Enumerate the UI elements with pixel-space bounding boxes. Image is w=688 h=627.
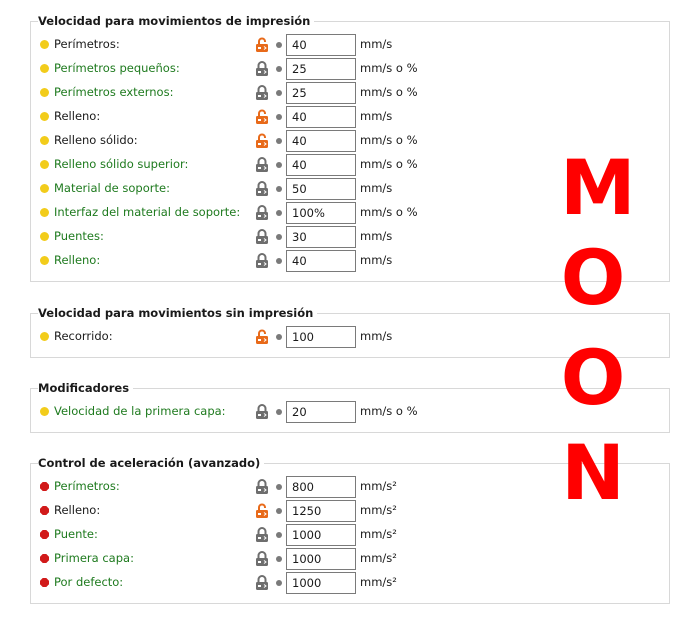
- setting-label: Por defecto:: [54, 575, 124, 589]
- reset-dot-icon[interactable]: [276, 334, 282, 340]
- unlock-icon[interactable]: [255, 503, 269, 519]
- setting-value-input[interactable]: [286, 401, 356, 423]
- mode-simple-dot-icon: [40, 184, 49, 193]
- watermark-letter: N: [561, 428, 625, 517]
- setting-unit: mm/s²: [360, 479, 397, 493]
- lock-icon[interactable]: [255, 85, 269, 101]
- section-title: Velocidad para movimientos de impresión: [38, 14, 314, 28]
- reset-dot-icon[interactable]: [276, 42, 282, 48]
- setting-unit: mm/s: [360, 329, 393, 343]
- reset-dot-icon[interactable]: [276, 508, 282, 514]
- setting-label: Material de soporte:: [54, 181, 170, 195]
- setting-label: Perímetros:: [54, 37, 120, 51]
- setting-value-input[interactable]: [286, 326, 356, 348]
- mode-simple-dot-icon: [40, 40, 49, 49]
- setting-value-input[interactable]: [286, 178, 356, 200]
- setting-row: [30, 82, 670, 104]
- setting-value-input[interactable]: [286, 58, 356, 80]
- lock-icon[interactable]: [255, 157, 269, 173]
- lock-icon[interactable]: [255, 404, 269, 420]
- setting-label: Interfaz del material de soporte:: [54, 205, 241, 219]
- mode-expert-hexagon-icon: [40, 506, 49, 515]
- reset-dot-icon[interactable]: [276, 532, 282, 538]
- setting-label: Relleno sólido superior:: [54, 157, 189, 171]
- setting-value-input[interactable]: [286, 250, 356, 272]
- unlock-icon[interactable]: [255, 329, 269, 345]
- setting-label: Puente:: [54, 527, 98, 541]
- setting-unit: mm/s: [360, 253, 393, 267]
- setting-label: Puentes:: [54, 229, 104, 243]
- lock-icon[interactable]: [255, 551, 269, 567]
- setting-value-input[interactable]: [286, 476, 356, 498]
- setting-value-input[interactable]: [286, 82, 356, 104]
- setting-label: Relleno:: [54, 109, 101, 123]
- setting-unit: mm/s o %: [360, 61, 418, 75]
- setting-label: Primera capa:: [54, 551, 134, 565]
- mode-simple-dot-icon: [40, 64, 49, 73]
- setting-value-input[interactable]: [286, 154, 356, 176]
- setting-unit: mm/s²: [360, 551, 397, 565]
- mode-simple-dot-icon: [40, 232, 49, 241]
- setting-unit: mm/s o %: [360, 133, 418, 147]
- lock-icon[interactable]: [255, 181, 269, 197]
- section-title: Velocidad para movimientos sin impresión: [38, 306, 317, 320]
- setting-label: Perímetros pequeños:: [54, 61, 180, 75]
- setting-label: Relleno:: [54, 253, 101, 267]
- reset-dot-icon[interactable]: [276, 210, 282, 216]
- setting-value-input[interactable]: [286, 202, 356, 224]
- mode-expert-hexagon-icon: [40, 578, 49, 587]
- setting-row: [30, 572, 670, 594]
- reset-dot-icon[interactable]: [276, 556, 282, 562]
- setting-value-input[interactable]: [286, 500, 356, 522]
- setting-value-input[interactable]: [286, 524, 356, 546]
- mode-expert-hexagon-icon: [40, 530, 49, 539]
- reset-dot-icon[interactable]: [276, 186, 282, 192]
- unlock-icon[interactable]: [255, 37, 269, 53]
- reset-dot-icon[interactable]: [276, 580, 282, 586]
- mode-expert-hexagon-icon: [40, 554, 49, 563]
- setting-label: Perímetros externos:: [54, 85, 174, 99]
- setting-unit: mm/s o %: [360, 404, 418, 418]
- lock-icon[interactable]: [255, 479, 269, 495]
- reset-dot-icon[interactable]: [276, 234, 282, 240]
- setting-label: Perímetros:: [54, 479, 120, 493]
- watermark-letter: M: [560, 143, 636, 232]
- watermark-letter: O: [560, 333, 626, 422]
- setting-label: Velocidad de la primera capa:: [54, 404, 226, 418]
- mode-simple-dot-icon: [40, 112, 49, 121]
- reset-dot-icon[interactable]: [276, 90, 282, 96]
- reset-dot-icon[interactable]: [276, 66, 282, 72]
- lock-icon[interactable]: [255, 575, 269, 591]
- setting-unit: mm/s: [360, 109, 393, 123]
- setting-value-input[interactable]: [286, 548, 356, 570]
- lock-icon[interactable]: [255, 253, 269, 269]
- setting-row: [30, 106, 670, 128]
- reset-dot-icon[interactable]: [276, 162, 282, 168]
- reset-dot-icon[interactable]: [276, 114, 282, 120]
- setting-unit: mm/s o %: [360, 205, 418, 219]
- setting-value-input[interactable]: [286, 130, 356, 152]
- reset-dot-icon[interactable]: [276, 409, 282, 415]
- setting-unit: mm/s o %: [360, 157, 418, 171]
- setting-label: Relleno:: [54, 503, 101, 517]
- mode-simple-dot-icon: [40, 256, 49, 265]
- setting-value-input[interactable]: [286, 572, 356, 594]
- setting-row: [30, 58, 670, 80]
- setting-value-input[interactable]: [286, 34, 356, 56]
- lock-icon[interactable]: [255, 229, 269, 245]
- setting-value-input[interactable]: [286, 106, 356, 128]
- unlock-icon[interactable]: [255, 133, 269, 149]
- lock-icon[interactable]: [255, 527, 269, 543]
- setting-label: Recorrido:: [54, 329, 113, 343]
- setting-unit: mm/s o %: [360, 85, 418, 99]
- mode-simple-dot-icon: [40, 208, 49, 217]
- mode-simple-dot-icon: [40, 88, 49, 97]
- setting-unit: mm/s: [360, 229, 393, 243]
- setting-unit: mm/s²: [360, 575, 397, 589]
- mode-simple-dot-icon: [40, 332, 49, 341]
- setting-unit: mm/s²: [360, 527, 397, 541]
- setting-unit: mm/s²: [360, 503, 397, 517]
- section-title: Control de aceleración (avanzado): [38, 456, 264, 470]
- lock-icon[interactable]: [255, 61, 269, 77]
- setting-label: Relleno sólido:: [54, 133, 138, 147]
- mode-expert-hexagon-icon: [40, 482, 49, 491]
- reset-dot-icon[interactable]: [276, 484, 282, 490]
- mode-simple-dot-icon: [40, 136, 49, 145]
- setting-value-input[interactable]: [286, 226, 356, 248]
- mode-simple-dot-icon: [40, 160, 49, 169]
- reset-dot-icon[interactable]: [276, 258, 282, 264]
- reset-dot-icon[interactable]: [276, 138, 282, 144]
- watermark-letter: O: [560, 233, 626, 322]
- setting-row: [30, 34, 670, 56]
- section-title: Modificadores: [38, 381, 133, 395]
- setting-row: [30, 548, 670, 570]
- unlock-icon[interactable]: [255, 109, 269, 125]
- lock-icon[interactable]: [255, 205, 269, 221]
- mode-simple-dot-icon: [40, 407, 49, 416]
- setting-row: [30, 524, 670, 546]
- setting-unit: mm/s: [360, 37, 393, 51]
- setting-unit: mm/s: [360, 181, 393, 195]
